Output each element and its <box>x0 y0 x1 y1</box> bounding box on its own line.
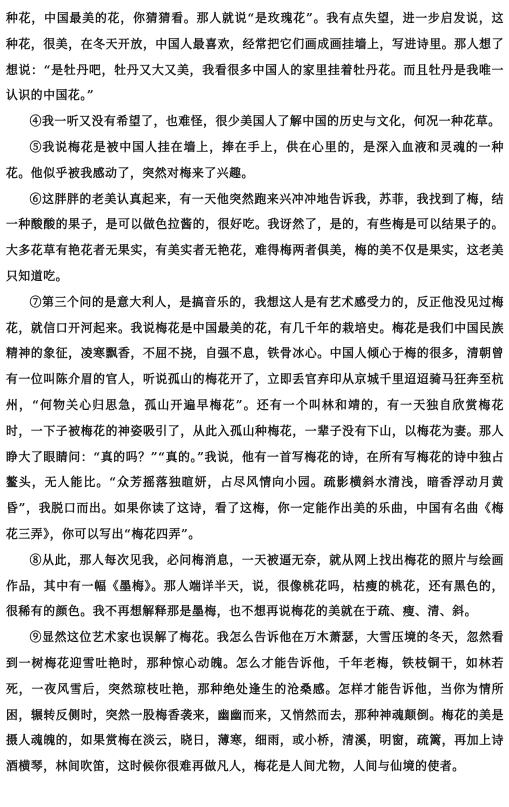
paragraph-6: ⑥这胖胖的老美认真起来，有一天他突然跑来兴冲冲地告诉我，苏菲，我找到了梅，结一种酸酸的果子，是可以做色拉酱的，很好吃。我讶然了，是的，有些梅是可以结果子的。大多花草有艳花者无果实，有美实者无艳花，难得梅两者俱美，梅的美不仅是果实，这老美只知道吃。 <box>6 191 504 283</box>
paragraph-8: ⑧从此，那人每次见我，必问梅消息，一天被逼无奈，就从网上找出梅花的照片与绘画作品，其中有一幅《墨梅》。那人端详半天，说，很像桃花吗，枯瘦的桃花，还有黑色的，很稀有的颜色。我不再想解释那是墨梅，也不想再说梅花的美就在于疏、瘦、清、斜。 <box>6 552 504 619</box>
paragraph-7: ⑦第三个问的是意大利人，是搞音乐的，我想这人是有艺术感受力的，反正他没见过梅花，就信口开河起来。我说梅花是中国最美的花，有几千年的栽培史。梅花是我们中国民族精神的象征，凌寒飘香，不屈不挠，自强不息，铁骨冰心。中国人倾心于梅的很多，清朝曾有一位叫陈介眉的官人，听说孤山的梅花开了，立即丢官弃印从京城千里迢迢骑马狂奔至杭州，“何物关心归思急，孤山开遍早梅花”。还有一个叫林和靖的，有一天独自欣赏梅花时，一下子被梅花的神姿吸引了，从此入孤山种梅花，一辈子没有下山，以梅花为妻。那人睁大了眼睛问：“真的吗？”“真的。”我说，他有一首写梅花的诗，在所有写梅花的诗中独占鳌头，无人能比。“众芳摇落独暄妍，占尽风情向小园。疏影横斜水清浅，暗香浮动月黄昏”，我脱口而出。如果你读了这诗，看了这梅，你一定能作出美的乐曲，中国有名曲《梅花三弄》，你可以写出“梅花四弄”。 <box>6 294 504 541</box>
paragraph-5: ⑤我说梅花是被中国人挂在墙上，捧在手上，供在心里的，是深入血液和灵魂的一种花。他似乎被我感动了，突然对梅来了兴趣。 <box>6 139 504 180</box>
paragraph-4: ④我一听又没有希望了，也难怪，很少美国人了解中国的历史与文化，何况一种花草。 <box>29 114 501 129</box>
paragraph-9: ⑨显然这位艺术家也误解了梅花。我怎么告诉他在万木萧瑟，大雪压境的冬天，忽然看到一树梅花迎雪吐艳时，那种惊心动魄。怎么才能告诉他，千年老梅，铁枝铜干，如林若死，一夜风雪后，突然琼枝吐艳，那种绝处逢生的沧桑感。怎样才能告诉他，当你为情所困，辗转反侧时，突然一股梅香袭来，幽幽而来，又悄然而去，那种神魂颠倒。梅花的美是摄人魂魄的，如果赏梅在淡云，晓日，薄寒，细雨，或小桥，清溪，明窗，疏篱，再加上诗酒横琴，林间吹笛，这时候你很难再做凡人，梅花是人间尤物，人间与仙境的使者。 <box>6 630 504 774</box>
paragraph-continuation: 种花，中国最美的花，你猜猜看。那人就说“是玫瑰花”。我有点失望，进一步启发说，这种花，很美，在冬天开放，中国人最喜欢，经常把它们画成画挂墙上，写进诗里。那人想了想说：“是牡丹吧，牡丹又大又美，我看很多中国人的家里挂着牡丹花。而且牡丹是我唯一认识的中国花。” <box>6 11 504 103</box>
